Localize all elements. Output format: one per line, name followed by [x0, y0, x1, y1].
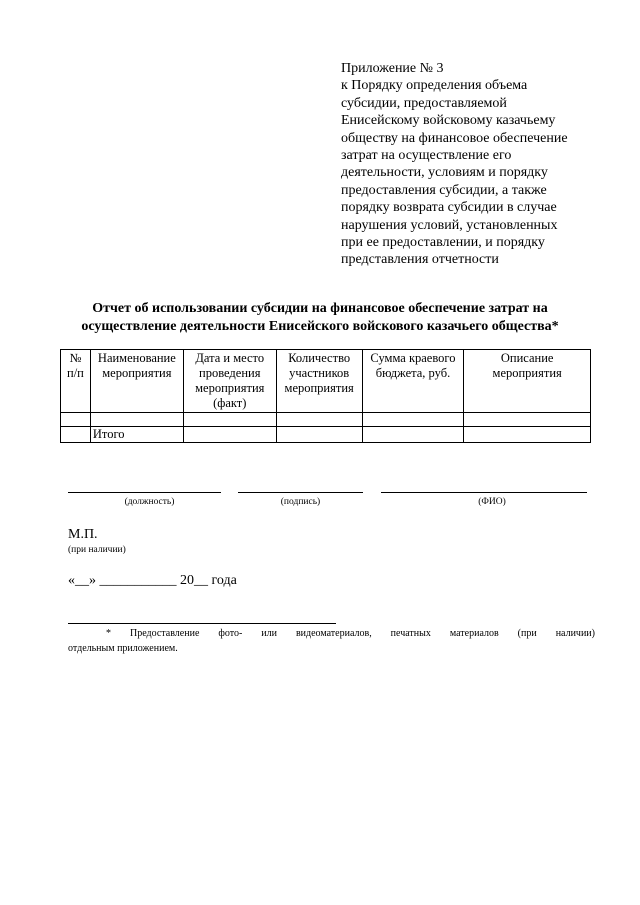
date-line: «__» ___________ 20__ года: [68, 573, 237, 588]
table-cell: [362, 427, 464, 443]
appendix-line: к Порядку определения объема: [341, 78, 528, 94]
col-header-participants: Количество участников мероприятия: [276, 350, 362, 413]
appendix-line: Енисейскому войсковому казачьему: [341, 113, 556, 129]
stamp-label: М.П.: [68, 527, 98, 542]
report-title-line-1: Отчет об использовании субсидии на финансовое обеспечение затрат на: [92, 301, 548, 316]
table-total-row: [61, 427, 591, 443]
footnote: [68, 626, 595, 656]
table-cell: [61, 427, 91, 443]
total-label: Итого: [90, 427, 183, 443]
appendix-line: представления отчетности: [341, 252, 499, 268]
table-cell: [61, 413, 91, 427]
appendix-line: обществу на финансовое обеспечение: [341, 130, 568, 146]
position-signature-line: [68, 492, 221, 493]
table-cell: [464, 427, 591, 443]
table-cell: [276, 413, 362, 427]
table-cell: [183, 413, 276, 427]
name-signature-line: [381, 492, 587, 493]
appendix-line: субсидии, предоставляемой: [341, 95, 507, 111]
footnote-line-1: * Предоставление фото- или видеоматериалов, печатных материалов (при наличии): [106, 628, 595, 639]
position-label: (должность): [124, 497, 175, 507]
table-cell: [276, 427, 362, 443]
appendix-line: при ее предоставлении, и порядку: [341, 235, 545, 251]
appendix-line: затрат на осуществление его: [341, 148, 512, 164]
table-header-row: [61, 350, 591, 413]
table-cell: [90, 413, 183, 427]
table-cell: [464, 413, 591, 427]
footnote-line-2: отдельным приложением.: [68, 643, 178, 654]
col-header-budget-sum: Сумма краевого бюджета, руб.: [362, 350, 464, 413]
appendix-line: нарушения условий, установленных: [341, 217, 558, 233]
appendix-line: Приложение № 3: [341, 61, 444, 76]
col-header-event-name: Наименование мероприятия: [90, 350, 183, 413]
col-header-number: № п/п: [61, 350, 91, 413]
appendix-line: предоставления субсидии, а также: [341, 182, 547, 198]
col-header-description: Описание мероприятия: [464, 350, 591, 413]
col-header-date-place: Дата и место проведения мероприятия (факт): [183, 350, 276, 413]
signature-line: [238, 492, 363, 493]
stamp-note: (при наличии): [68, 545, 126, 555]
appendix-header: [341, 60, 611, 269]
report-table: [60, 349, 591, 443]
report-title-line-2: осуществление деятельности Енисейского войскового казачьего общества*: [81, 319, 559, 334]
appendix-line: порядку возврата субсидии в случае: [341, 200, 557, 216]
appendix-line: деятельности, условиям и порядку: [341, 165, 548, 181]
name-label: (ФИО): [478, 497, 506, 507]
table-cell: [183, 427, 276, 443]
footnote-divider: [68, 623, 336, 624]
table-cell: [362, 413, 464, 427]
report-title: [40, 300, 600, 336]
table-row: [61, 413, 591, 427]
signature-label: (подпись): [280, 497, 321, 507]
